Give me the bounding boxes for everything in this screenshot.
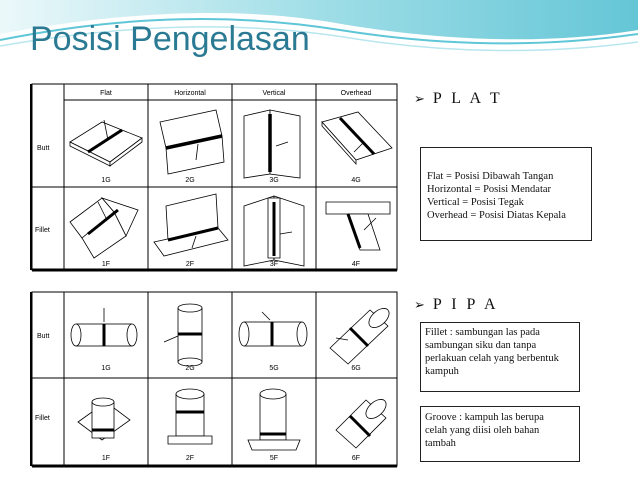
plat-col-header: Vertical xyxy=(262,90,286,97)
definition-line: Horizontal = Posisi Mendatar xyxy=(427,184,552,195)
note-line: celah yang diisi oleh bahan xyxy=(425,425,540,436)
note-line: Fillet : sambungan las pada xyxy=(425,327,540,338)
plat-position-diagram xyxy=(30,82,400,277)
weld-illustration-3g xyxy=(244,110,300,178)
pipa-code: 6G xyxy=(351,365,361,372)
arrow-bullet-icon: ➢ xyxy=(414,297,425,312)
pipa-code: 5F xyxy=(269,455,279,462)
pipa-code: 1F xyxy=(101,455,111,462)
note-line: kampuh xyxy=(425,366,459,377)
note-line: tambah xyxy=(425,438,456,449)
plat-definitions-box xyxy=(420,147,592,241)
pipa-code: 5G xyxy=(269,365,279,372)
pipa-heading-text: P I P A xyxy=(432,296,499,313)
note-line: perlakuan celah yang berbentuk xyxy=(425,353,559,364)
pipa-code: 6F xyxy=(351,455,361,462)
pipa-row-header: Fillet xyxy=(35,415,50,422)
pipa-code: 1G xyxy=(101,365,111,372)
plat-row-header: Fillet xyxy=(35,227,50,234)
plat-col-header: Horizontal xyxy=(174,90,206,97)
pipa-heading xyxy=(414,296,499,314)
plat-code: 2F xyxy=(185,261,195,268)
plat-code: 4G xyxy=(351,177,361,184)
plat-col-header: Overhead xyxy=(340,90,372,97)
plat-heading-text: P L A T xyxy=(432,90,503,107)
arrow-bullet-icon: ➢ xyxy=(414,91,425,106)
pipa-position-diagram xyxy=(30,290,400,473)
definition-line: Vertical = Posisi Tegak xyxy=(427,197,524,208)
slide-title: Posisi Pengelasan xyxy=(30,20,310,58)
groove-note-box xyxy=(420,406,580,462)
weld-illustration-3f xyxy=(244,196,304,266)
plat-code: 4F xyxy=(351,261,361,268)
plat-code: 1G xyxy=(101,177,111,184)
plat-code: 3F xyxy=(269,261,279,268)
plat-row-header: Butt xyxy=(37,145,50,152)
note-line: sambungan siku dan tanpa xyxy=(425,340,537,351)
plat-code: 1F xyxy=(101,261,111,268)
plat-code: 2G xyxy=(185,177,195,184)
weld-illustration-2g xyxy=(160,110,224,174)
pipa-row-header: Butt xyxy=(37,333,50,340)
fillet-note-box xyxy=(420,322,580,392)
plat-code: 3G xyxy=(269,177,279,184)
pipa-code: 2F xyxy=(185,455,195,462)
pipa-code: 2G xyxy=(185,365,195,372)
plat-heading xyxy=(414,90,503,108)
definition-line: Flat = Posisi Dibawah Tangan xyxy=(427,171,554,182)
definition-line: Overhead = Posisi Diatas Kepala xyxy=(427,210,566,221)
note-line: Groove : kampuh las berupa xyxy=(425,412,544,423)
plat-col-header: Flat xyxy=(100,90,112,97)
